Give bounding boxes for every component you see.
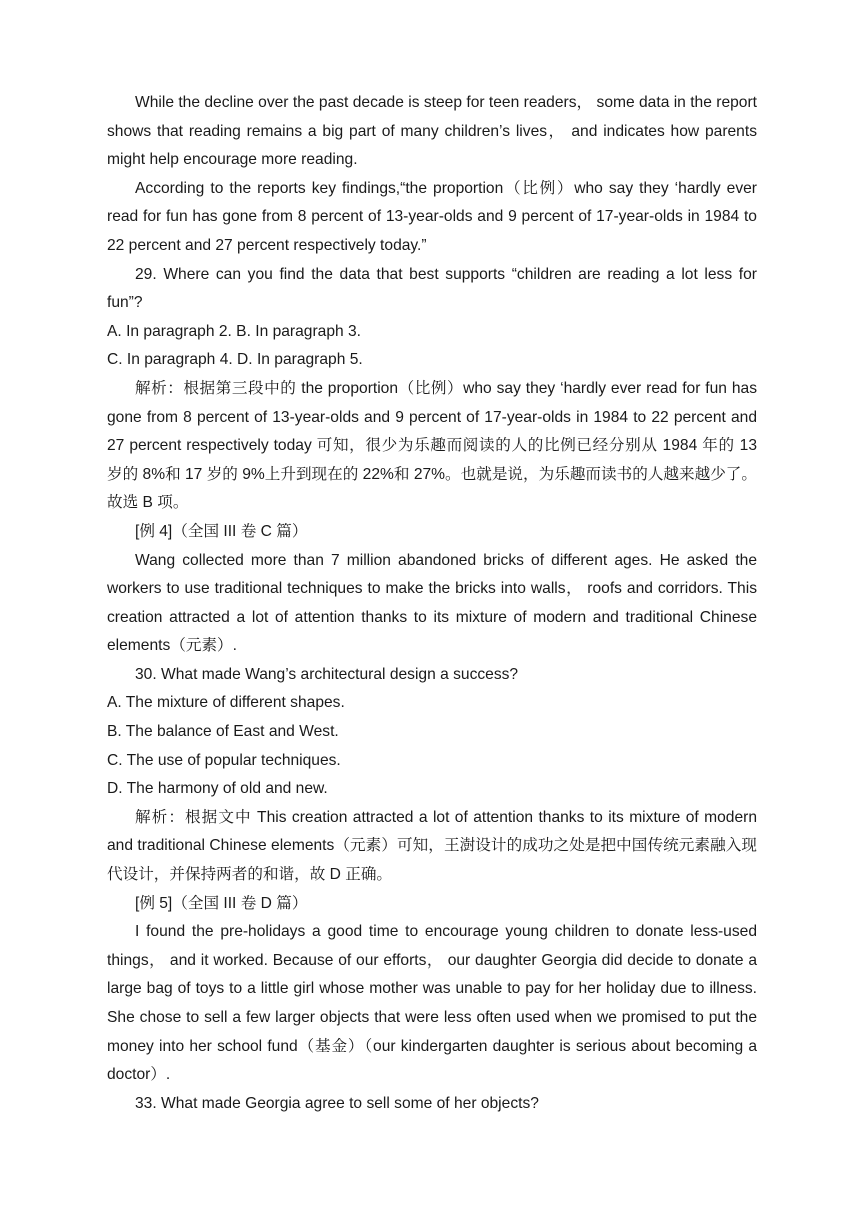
question-30-option-d: D. The harmony of old and new. xyxy=(107,780,328,798)
example-5-heading: [例 5]（全国 III 卷 D 篇） xyxy=(135,894,308,912)
example-5-passage: I found the pre-holidays a good time to encourage young children to donate less-used things， and it worked. Because of our efforts， our daughter Georgia did decide to donate a large bag of toys to a little girl whose mother was unable to pay for her holiday due to illness. She chose to sell a few larger objects that were less often used when we promised to put the money into her school fund（基金）（our kindergarten daughter is serious about becoming a doctor）. xyxy=(107,923,757,1084)
paragraph-decline: While the decline over the past decade is steep for teen readers， some data in the report shows that reading remains a big part of many children’s lives， and indicates how parents might help encourage more reading. xyxy=(107,94,757,169)
example-4-heading: [例 4]（全国 III 卷 C 篇） xyxy=(135,522,308,540)
question-29-analysis: 解析：根据第三段中的 the proportion（比例）who say they ‘hardly ever read for fun has gone from 8 percent of 13-year-olds and 9 percent of 17-year-olds in 1984 to 22 percent and 27 percent respectively today 可知，很少为乐趣而阅读的人的比例已经分别从 1984 年的 13 岁的 8%和 17 岁的 9%上升到现在的 22%和 27%。也就是说，为乐趣而读书的人越来越少了。故选 B 项。 xyxy=(107,379,757,512)
question-30-option-a: A. The mixture of different shapes. xyxy=(107,694,345,712)
question-29: 29. Where can you find the data that best supports “children are reading a lot less for fun”? xyxy=(107,265,757,312)
paragraph-key-findings: According to the reports key findings,“the proportion（比例）who say they ‘hardly ever read for fun has gone from 8 percent of 13-year-olds and 9 percent of 17-year-olds in 1984 to 22 percent and 27 percent respectively today.” xyxy=(107,179,757,254)
example-4-passage: Wang collected more than 7 million abandoned bricks of different ages. He asked the workers to use traditional techniques to make the bricks into walls， roofs and corridors. This creation attracted a lot of attention thanks to its mixture of modern and traditional Chinese elements（元素）. xyxy=(107,551,757,655)
question-30-analysis: 解析：根据文中 This creation attracted a lot of attention thanks to its mixture of modern and traditional Chinese elements（元素）可知，王澍设计的成功之处是把中国传统元素融入现代设计，并保持两者的和谐，故 D 正确。 xyxy=(107,808,757,884)
document-page xyxy=(107,89,757,1118)
question-29-options-ab: A. In paragraph 2. B. In paragraph 3. xyxy=(107,322,361,340)
question-30: 30. What made Wang’s architectural design a success? xyxy=(135,665,519,683)
question-29-options-cd: C. In paragraph 4. D. In paragraph 5. xyxy=(107,351,363,369)
question-30-option-c: C. The use of popular techniques. xyxy=(107,751,341,769)
question-33: 33. What made Georgia agree to sell some of her objects? xyxy=(135,1094,539,1112)
question-30-option-b: B. The balance of East and West. xyxy=(107,723,339,741)
